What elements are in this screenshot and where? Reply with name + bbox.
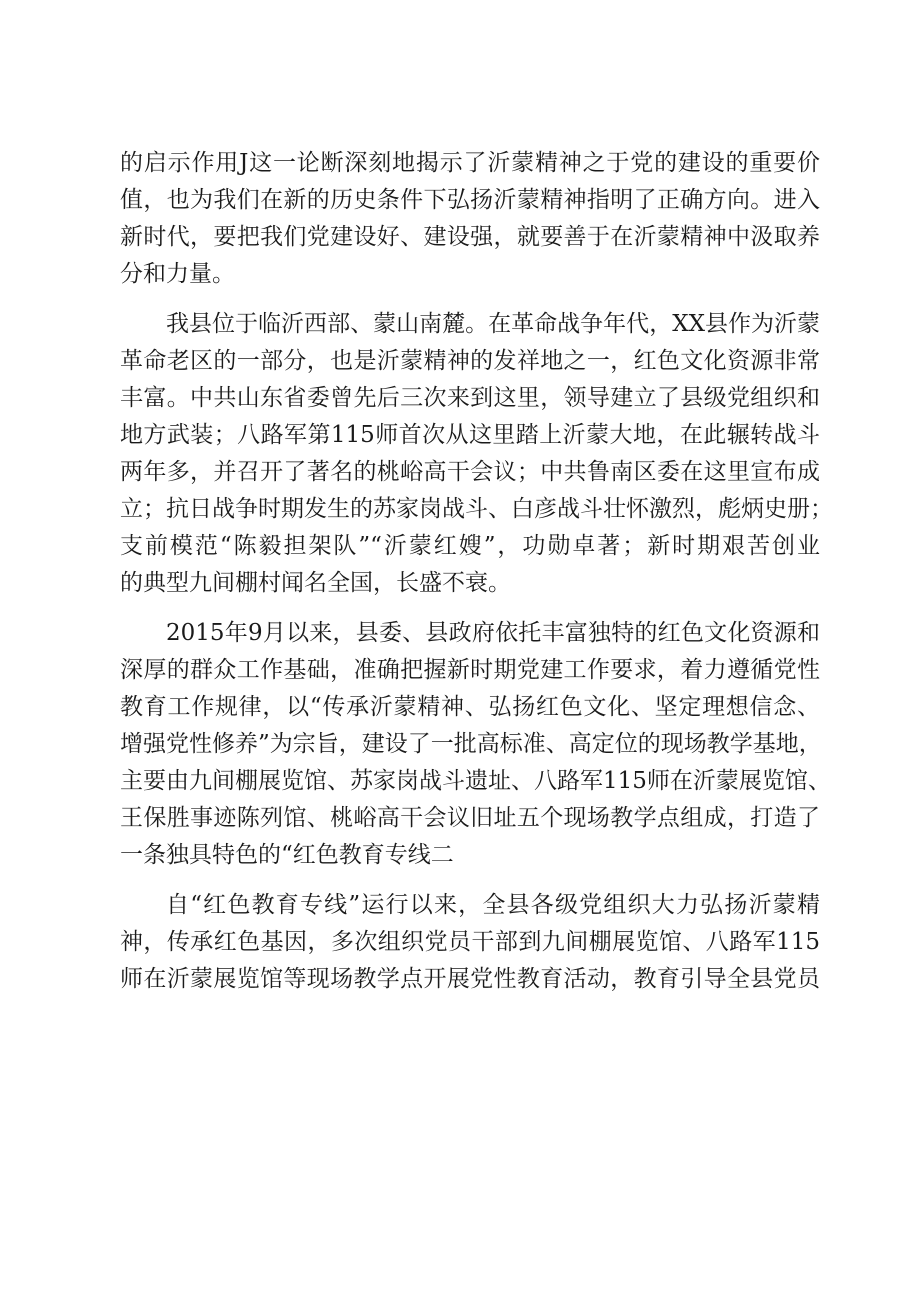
text-line: 一条独具特色的“红色教育专线二 xyxy=(120,842,454,868)
text-line: 丰富。中共山东省委曾先后三次来到这里，领导建立了县级党组织和 xyxy=(120,385,820,411)
text-line: 两年多，并召开了著名的桃峪高干会议；中共鲁南区委在这里宣布成 xyxy=(120,459,820,485)
text-line: 深厚的群众工作基础，准确把握新时期党建工作要求，着力遵循党性 xyxy=(120,657,820,683)
text-line: 我县位于临沂西部、蒙山南麓。在革命战争年代，XX县作为沂蒙 xyxy=(166,311,820,337)
text-line: 师在沂蒙展览馆等现场教学点开展党性教育活动，教育引导全县党员 xyxy=(120,966,820,992)
text-line: 的启示作用J这一论断深刻地揭示了沂蒙精神之于党的建设的重要价 xyxy=(120,150,820,176)
text-line: 分和力量。 xyxy=(120,261,235,287)
text-line: 自“红色教育专线”运行以来，全县各级党组织大力弘扬沂蒙精 xyxy=(166,892,820,918)
paragraph-3 xyxy=(120,615,831,874)
text-line: 支前模范“陈毅担架队”“沂蒙红嫂”，功勋卓著；新时期艰苦创业 xyxy=(120,533,820,559)
text-line: 增强党性修养”为宗旨，建设了一批高标准、高定位的现场教学基地， xyxy=(120,731,822,757)
text-line: 主要由九间棚展览馆、苏家岗战斗遗址、八路军115师在沂蒙展览馆、 xyxy=(120,768,831,794)
text-line: 立；抗日战争时期发生的苏家岗战斗、白彦战斗壮怀激烈，彪炳史册； xyxy=(120,496,833,522)
text-line: 地方武装；八路军第115师首次从这里踏上沂蒙大地，在此辗转战斗 xyxy=(120,422,820,448)
paragraph-2 xyxy=(120,306,833,602)
text-line: 的典型九间棚村闻名全国，长盛不衰。 xyxy=(120,570,511,596)
text-line: 值，也为我们在新的历史条件下弘扬沂蒙精神指明了正确方向。进入 xyxy=(120,187,820,213)
text-line: 神，传承红色基因，多次组织党员干部到九间棚展览馆、八路军115 xyxy=(120,929,820,955)
text-line: 新时代，要把我们党建设好、建设强，就要善于在沂蒙精神中汲取养 xyxy=(120,224,820,250)
document-body xyxy=(120,145,833,998)
text-line: 教育工作规律，以“传承沂蒙精神、弘扬红色文化、坚定理想信念、 xyxy=(120,694,820,720)
paragraph-1 xyxy=(120,145,820,293)
text-line: 2015年9月以来，县委、县政府依托丰富独特的红色文化资源和 xyxy=(166,620,820,646)
text-line: 王保胜事迹陈列馆、桃峪高干会议旧址五个现场教学点组成，打造了 xyxy=(120,805,820,831)
paragraph-4 xyxy=(120,887,820,998)
text-line: 革命老区的一部分，也是沂蒙精神的发祥地之一，红色文化资源非常 xyxy=(120,348,820,374)
